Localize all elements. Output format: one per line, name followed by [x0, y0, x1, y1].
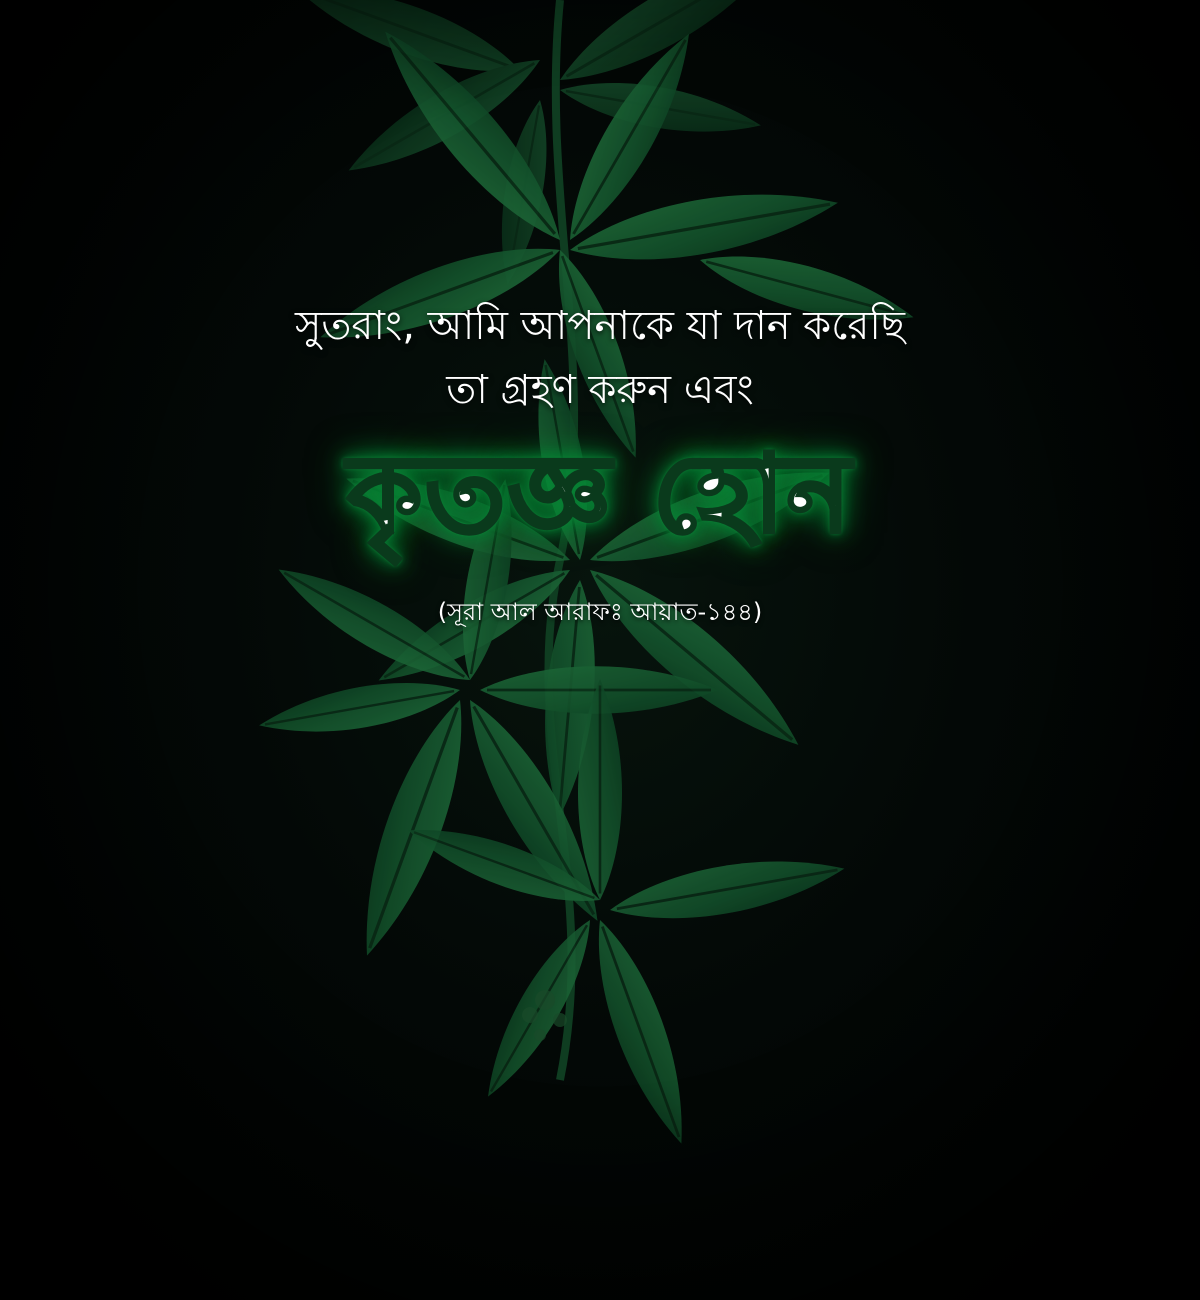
quran-citation: (সূরা আল আরাফঃ আয়াত-১৪৪) [437, 598, 763, 626]
headline-be-grateful: কৃতজ্ঞ হোন [347, 432, 853, 557]
quote-line-2: তা গ্রহণ করুন এবং [446, 367, 754, 413]
quote-line-1: সুতরাং, আমি আপনাকে যা দান করেছি [294, 303, 906, 349]
